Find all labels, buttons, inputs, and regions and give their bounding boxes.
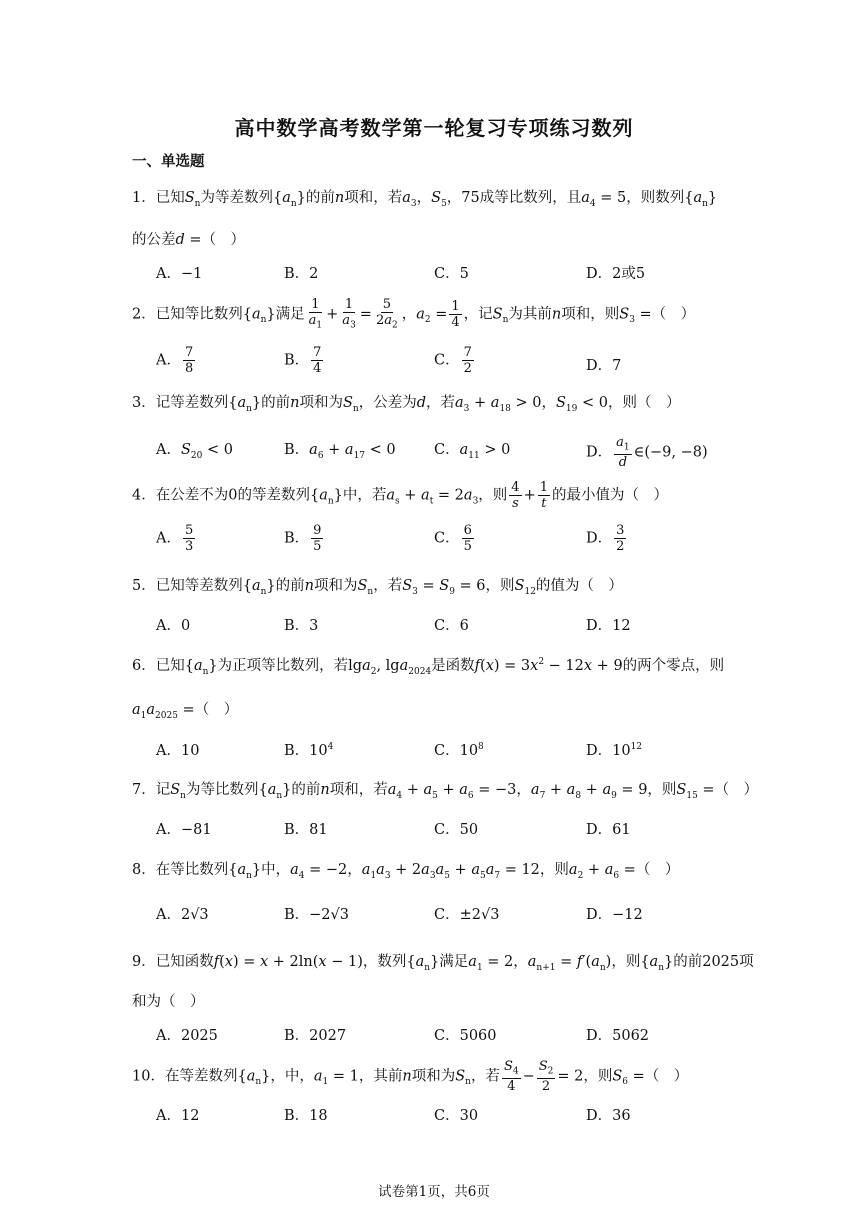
option-c: C．$a_{11} > 0$ — [434, 442, 511, 461]
question-8-stem: 8．在等比数列$\{a_n\}$中，$a_4 = -2$，$a_1a_3 + 2a_3a_5 + a_5a_7 = 12$，则$a_2 + a_6$ =（ ） — [132, 862, 680, 881]
option-c: C． $\frac{7}{2}$ — [434, 345, 472, 376]
question-4-stem: 4．在公差不为0的等差数列$\{a_n\}$中，若$a_s + a_t = 2a_3$，则 $\frac{4}{s}$ + $\frac{1}{t}$ 的最小值为（ ） — [132, 480, 669, 511]
option-d: D．7 — [586, 358, 622, 374]
option-c: C．$10^8$ — [434, 742, 484, 759]
option: B．18 — [284, 1108, 328, 1124]
option: C．50 — [434, 822, 479, 838]
option: C．6 — [434, 618, 469, 634]
question-5-stem: 5．已知等差数列$\{a_n\}$的前n项和为$S_n$，若$S_3 = S_9 = 6$，则$S_{12}$的值为（ ） — [132, 578, 623, 597]
question-5-options — [156, 614, 756, 644]
option-c: C． $\frac{6}{5}$ — [434, 523, 472, 554]
option: C．5060 — [434, 1028, 497, 1044]
option: A．−81 — [156, 822, 212, 838]
page-title: 高中数学高考数学第一轮复习专项练习数列 — [234, 116, 634, 140]
option: B．2 — [284, 266, 319, 282]
question-9-options — [156, 1024, 756, 1054]
option: C．±2√3 — [434, 907, 500, 923]
option: C．5 — [434, 266, 469, 282]
option: B．81 — [284, 822, 328, 838]
question-3-options — [156, 435, 756, 470]
option: B．2027 — [284, 1028, 347, 1044]
question-2-options — [156, 346, 756, 376]
question-1-options — [156, 262, 756, 292]
question-10-options — [156, 1104, 756, 1134]
option: D．2或5 — [586, 266, 646, 282]
option-b: B． $\frac{7}{4}$ — [284, 345, 322, 376]
option-d: D． $\frac{3}{2}$ — [586, 523, 625, 554]
option-b: B．$10^4$ — [284, 742, 334, 759]
option-d: D．$10^{12}$ — [586, 742, 643, 759]
page-footer: 试卷第1页，共6页 — [378, 1184, 490, 1200]
option: A．12 — [156, 1108, 200, 1124]
question-6-stem: 6．已知$\{a_n\}$为正项等比数列，若lga$_2$, lga$_{2024}$是函数$f(x) = 3x^2 - 12x + 9$的两个零点，则 — [132, 657, 725, 677]
question-1-stem-cont: 的公差d =（ ） — [132, 232, 246, 248]
option: D．61 — [586, 822, 631, 838]
option-a: A． $\frac{5}{3}$ — [156, 523, 194, 554]
option-a: A．10 — [156, 743, 200, 759]
question-8-options — [156, 903, 756, 933]
option: C．30 — [434, 1108, 479, 1124]
question-7-stem: 7．记$S_n$为等比数列$\{a_n\}$的前n项和，若$a_4 + a_5 + a_6 = -3$，$a_7 + a_8 + a_9 = 9$，则$S_{15}$ =（ ） — [132, 782, 759, 801]
question-7-options — [156, 818, 756, 848]
option: A．0 — [156, 618, 191, 634]
question-2-stem: 2．已知等比数列$\{a_n\}$满足 $\frac{1}{a_1}$ + $\frac{1}{a_3}$ = $\frac{5}{2a_2}$ ，$a_2$ = $\frac{1}{4}$ ，记$S_n$为其前n项和，则$S_3$ =（ ） — [132, 297, 696, 331]
option-d: D． $\frac{a_1}{d}$ ∈(−9, −8) — [586, 435, 708, 470]
question-9-stem: 9．已知函数f(x) = x + 2ln(x − 1)，数列$\{a_n\}$满足$a_1 = 2$，$a_{n+1} = f'(a_n)$，则$\{a_n\}$的前2025项 — [132, 954, 754, 973]
question-9-stem-cont: 和为（ ） — [132, 994, 205, 1010]
question-1-stem: 1．已知$S_n$为等差数列$\{a_n\}$的前n项和，若$a_3$，$S_5$，75成等比数列，且$a_4 = 5$，则数列$\{a_n\}$ — [132, 190, 718, 209]
option: D．12 — [586, 618, 631, 634]
option-b: B． $\frac{9}{5}$ — [284, 523, 322, 554]
question-3-stem: 3．记等差数列$\{a_n\}$的前n项和为$S_n$，公差为d，若$a_3 + a_{18} > 0$，$S_{19} < 0$，则（ ） — [132, 395, 681, 414]
section-heading: 一、单选题 — [132, 153, 205, 170]
option: A．2√3 — [156, 907, 209, 923]
option: A．2025 — [156, 1028, 218, 1044]
option: A．−1 — [156, 266, 203, 282]
option: B．3 — [284, 618, 319, 634]
question-6-stem-cont: $a_1a_{2025}$ =（ ） — [132, 702, 239, 721]
option: B．−2√3 — [284, 907, 349, 923]
question-10-stem: 10．在等差数列$\{a_n\}$，中，$a_1 = 1$，其前n项和为$S_n$，若 $\frac{S_4}{4}$ − $\frac{S_2}{2}$ = 2，则$S_6$ =（ ） — [132, 1059, 689, 1094]
option-a: A．$S_{20} < 0$ — [156, 442, 233, 461]
option: D．36 — [586, 1108, 631, 1124]
option-a: A． $\frac{7}{8}$ — [156, 345, 194, 376]
question-6-options — [156, 739, 756, 769]
option-b: B．$a_6 + a_{17} < 0$ — [284, 442, 396, 461]
option: D．5062 — [586, 1028, 650, 1044]
option: D．−12 — [586, 907, 643, 923]
question-4-options — [156, 524, 756, 554]
